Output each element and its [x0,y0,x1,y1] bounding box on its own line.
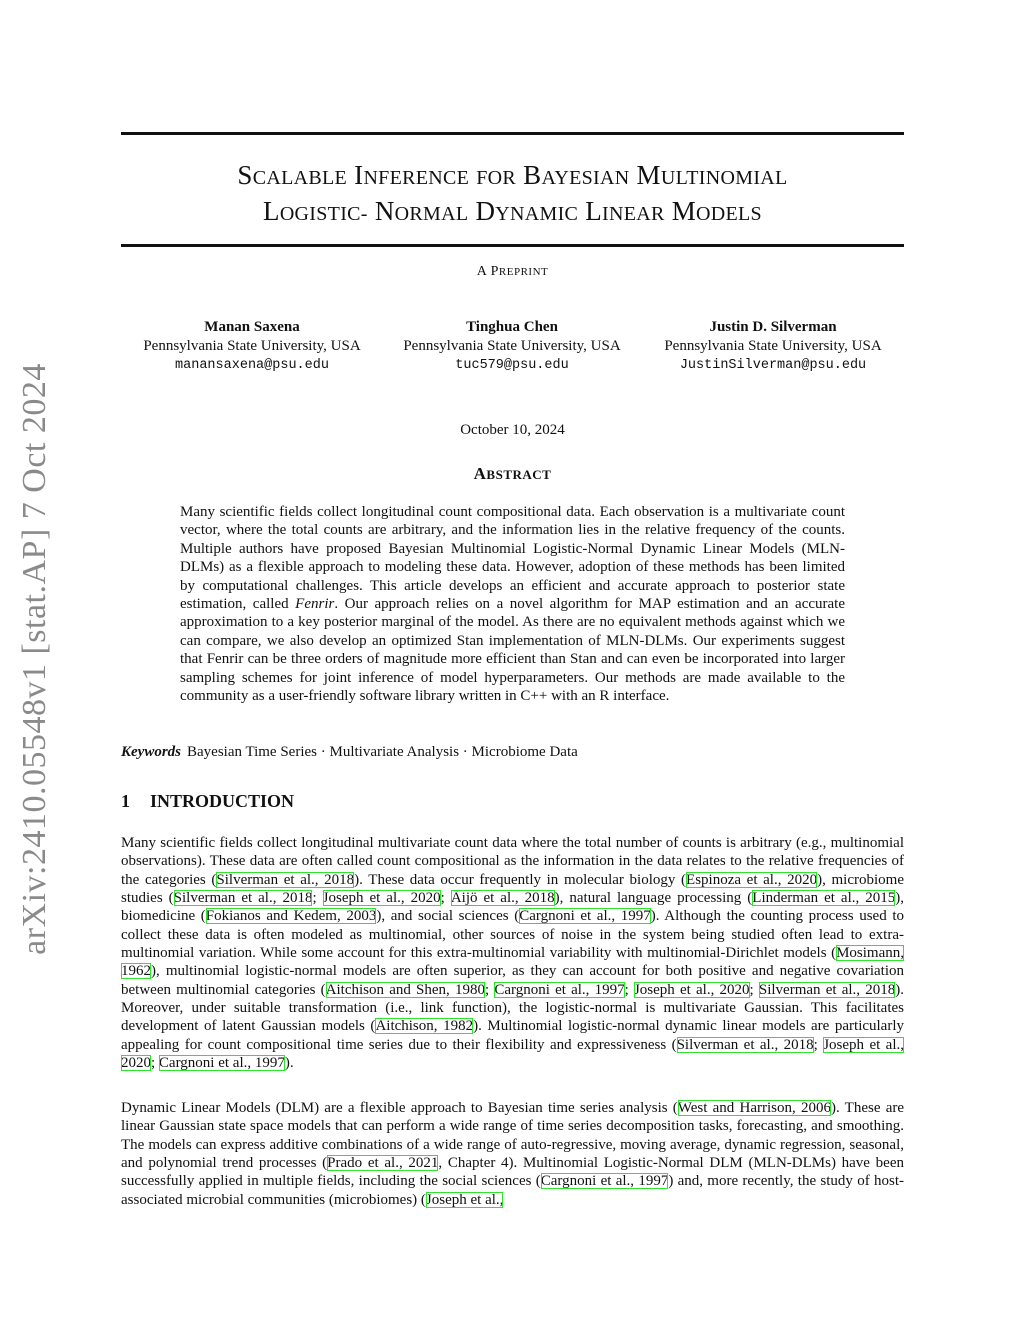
title-word-rest: ORMAL [394,203,469,225]
title-word-cap: M [671,196,697,226]
title-word [375,196,469,226]
title-rule-top [121,132,904,135]
author-email[interactable]: manansaxena@psu.edu [175,358,329,373]
paragraph-text: ), biomedicine ( [121,890,904,925]
title-word-rest: YNAMIC [495,203,579,225]
citation-link[interactable]: West and Harrison, 2006 [677,1100,831,1116]
paragraph-text: Dynamic Linear Models (DLM) are a flexible approach to Bayesian time series analysis ( [121,1100,678,1116]
citation-link[interactable]: Espinoza et al., 2020 [686,871,818,888]
title-word [637,160,788,190]
title-word-rest: OGISTIC- [279,203,368,225]
paragraph-text: ). These data occur frequently in molecular biology ( [354,871,687,888]
title-word-rest: ULTINOMIAL [660,167,788,189]
citation-link[interactable]: Fokianos and Kedem, 2003 [205,908,377,925]
paragraph-text: ). [284,1055,294,1072]
paragraph-text: , Chapter 4). Multinomial Logistic-Normal DLM (MLN-DLMs) have been successfully applied in multiple fields, including the social sciences ( [121,1155,904,1190]
abstract-body [180,503,845,705]
paragraph-text: ; [813,1036,824,1053]
paragraph-text: ). Although the counting process used to collect these data is often modeled as multinomial, other sources of noise in the system being studied often lead to extra-multinomial variation. While some account for this extra-multinomial variability with multinomial-Dirichlet models ( [121,908,905,962]
paragraph-text: ). These are linear Gaussian state space models that can perform a wide range of time series decomposition tasks, forecasting, and smoothing. The models can express additive combinations of a wide range of auto-regressive, moving average, dynamic regression, seasonal, and polynomial trend processes ( [121,1100,905,1172]
author-affiliation: Pennsylvania State University, USA [403,338,621,354]
author-3 [642,318,904,375]
title-word-rest: ODELS [696,203,762,225]
citation-link[interactable]: Silverman et al., 2018 [676,1036,814,1053]
paragraph-text: ), microbiome studies ( [121,871,904,907]
intro-paragraph-1 [121,834,904,1072]
keywords-line [121,744,904,761]
title-word-cap: S [237,160,253,190]
keywords-list: Bayesian Time Series · Multivariate Analysis · Microbiome Data [187,744,578,760]
author-email[interactable]: tuc579@psu.edu [455,358,569,373]
author-name: Manan Saxena [204,319,300,335]
preprint-word-a: A [476,264,487,279]
keywords-label: Keywords [121,744,181,760]
paragraph-text: ; [440,890,451,907]
title-word-rest: CALABLE [252,167,348,189]
citation-link[interactable]: Joseph et al., 2020 [322,890,441,907]
preprint-cap: P [490,264,499,279]
citation-link[interactable]: Silverman et al., 2018 [758,981,896,998]
author-email[interactable]: JustinSilverman@psu.edu [679,358,867,373]
citation-link[interactable]: Joseph et al., 2020 [121,1036,905,1072]
citation-link[interactable]: Linderman et al., 2015 [752,890,896,907]
section-title: INTRODUCTION [150,791,295,811]
title-word [475,196,578,226]
title-word-rest: AYESIAN [541,167,630,189]
title-word-rest: FOR [476,167,517,189]
title-word [585,196,664,226]
title-word [476,160,516,190]
paragraph-text: ). Moreover, under suitable transformation (i.e., link function), the logistic-normal is multivariate Gaussian. This facilitates development of latent Gaussian models ( [121,981,904,1035]
author-affiliation: Pennsylvania State University, USA [143,338,361,354]
section-number: 1 [121,791,130,811]
section-heading-introduction [121,791,904,812]
paragraph-text: Many scientific fields collect longitudinal multivariate count data where the total number of counts is arbitrary (e.g., multinomial observations). These data are often called count compositional as the information in the data relates to the relative frequencies of the categories ( [121,835,904,888]
paragraph-text: ), multinomial logistic-normal models are often superior, as they can account for both positive and negative covariation between multinomial categories ( [121,963,904,998]
preprint-label [121,264,904,280]
citation-link[interactable]: Aitchison, 1982 [375,1018,474,1035]
citation-link[interactable]: Joseph et al., [425,1191,504,1208]
publication-date: October 10, 2024 [460,422,565,438]
abstract-heading [121,464,904,484]
title-word [672,196,762,226]
citation-link[interactable]: Aitchison and Shen, 1980 [325,981,485,998]
paragraph-text: ). Multinomial logistic-normal dynamic linear models are particularly appealing for count compositional time series due to their flexibility and expressiveness ( [121,1018,905,1053]
intro-paragraph-2 [121,1099,904,1209]
arxiv-identifier: arXiv:2410.05548v1 [stat.AP] 7 Oct 2024 [16,363,53,955]
abstract-heading-rest: BSTRACT [486,467,552,482]
title-word [523,160,629,190]
citation-link[interactable]: Silverman et al., 2018 [173,890,313,907]
title-word-cap: L [585,196,603,226]
abstract-text-end: . Our approach relies on a novel algorithm for MAP estimation and an accurate approximation to a key posterior marginal of the model. As there are no equivalent methods against which we can compare, we also develop an optimized Stan implementation of MLN-DLMs. Our experiments suggest that Fenrir can be three orders of magnitude more efficient than Stan and can even be incorporated into larger sampling schemes for joint inference of model hyperparameters. Our methods are made available to the community as a user-friendly software library written in C++ with an R interface. [180,596,845,705]
paragraph-text: ; [624,981,634,998]
paragraph-text: ), natural language processing ( [554,890,753,907]
paragraph-text: ; [749,981,759,998]
paragraph-text: ; [312,890,323,907]
author-name: Justin D. Silverman [709,319,837,335]
title-line-1 [121,159,904,195]
citation-link[interactable]: Cargnoni et al., 1997 [158,1055,285,1072]
author-name: Tinghua Chen [466,319,558,335]
title-word-cap: M [636,160,661,190]
author-affiliation: Pennsylvania State University, USA [664,338,882,354]
paper-title [121,159,904,231]
abstract-text-start: Many scientific fields collect longitudinal count compositional data. Each observation is a multivariate count vector, where the total counts are arbitrary, and the information lies in the relative frequency of the counts. Multiple authors have proposed Bayesian Multinomial Logistic-Normal Dynamic Linear Models (MLN-DLMs) as a flexible approach to modeling these data. However, adoption of these methods has been limited by computational challenges. This article develops an efficient and accurate approach to posterior state estimation, called [180,504,845,613]
paragraph-text: ; [484,981,495,998]
title-word [237,160,347,190]
title-word-cap: I [354,160,364,190]
title-word-cap: B [523,160,542,190]
preprint-rest: REPRINT [498,266,549,278]
title-line-2 [121,195,904,231]
author-2 [381,318,643,375]
abstract-heading-cap: A [473,464,487,483]
title-word-rest: NFERENCE [363,167,470,189]
title-rule-bottom [121,244,904,247]
citation-link[interactable]: Cargnoni et al., 1997 [494,981,625,998]
citation-link[interactable]: Äijö et al., 2018 [450,890,555,907]
arxiv-sidebar-stamp [13,363,57,955]
citation-link[interactable]: Prado et al., 2021 [327,1155,439,1172]
paragraph-text: ) and, more recently, the study of host-associated microbial communities (microbiomes) ( [121,1173,904,1208]
method-name: Fenrir [295,596,335,613]
title-word [263,196,368,226]
title-word-cap: N [374,196,395,226]
author-1 [121,318,383,375]
title-word [354,160,469,190]
citation-link[interactable]: Silverman et al., 2018 [216,871,355,888]
title-word-rest: INEAR [602,203,665,225]
paragraph-text: ; [151,1055,159,1072]
title-word-cap: D [475,196,496,226]
title-word-cap: L [263,196,280,226]
citation-link[interactable]: Mosimann, 1962 [121,945,904,980]
citation-link[interactable]: Cargnoni et al., 1997 [519,908,651,925]
citation-link[interactable]: Joseph et al., 2020 [633,981,750,998]
paragraph-text: ), and social sciences ( [376,908,520,925]
citation-link[interactable]: Cargnoni et al., 1997 [540,1173,669,1190]
